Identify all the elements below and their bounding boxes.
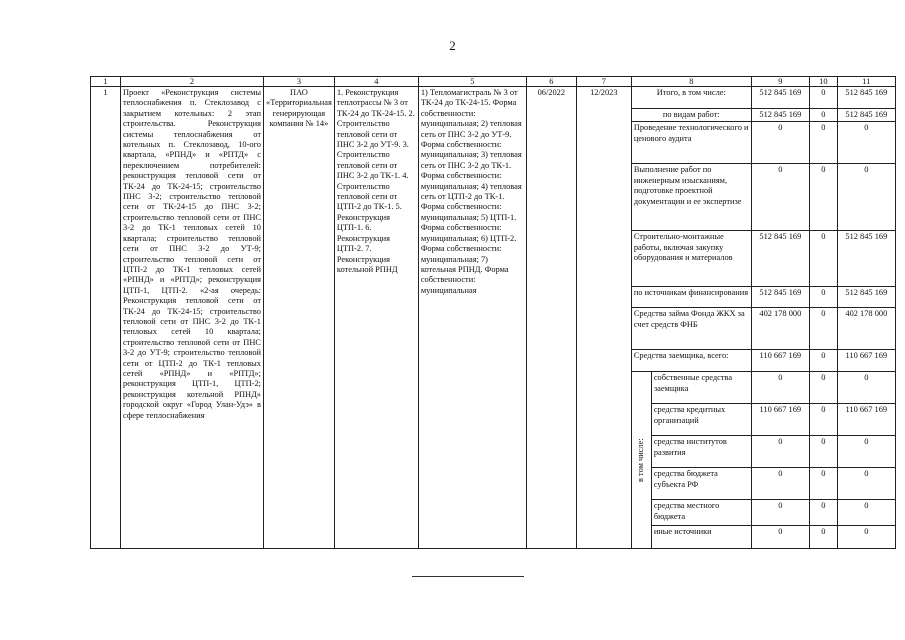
source-value: 0 [751, 500, 809, 526]
finance-value: 512 845 169 [837, 231, 895, 287]
finance-label: Средства займа Фонда ЖКХ за счет средств ФНБ [631, 308, 751, 350]
source-value: 0 [809, 468, 837, 500]
source-value: 0 [751, 526, 809, 549]
finance-label: Итого, в том числе: [631, 87, 751, 109]
objects-list: 1) Тепломагистраль № 3 от ТК-24 до ТК-24-15. Форма собственности: муниципальная; 2) тепловая сеть от ПНС 3-2 до УТ-9. Форма собственности: муниципальная; 3) тепловая сеть от ПНС 3-2 до ТК-1. Форма собственности: муниципальная; 4) тепловая сеть от ЦТП-2 до ТК-1. Форма собственности: муниципальная; 5) ЦТП-1. Форма собственности: муниципальная; 6) ЦТП-2. Форма собственности: муниципальная; 7) котельная РПНД. Форма собственности: муниципальная [418, 87, 526, 549]
source-label: средства кредитных организаций [651, 404, 751, 436]
header-cell: 1 [91, 77, 121, 87]
source-value: 0 [809, 372, 837, 404]
source-value: 0 [837, 468, 895, 500]
source-value: 0 [809, 526, 837, 549]
header-cell: 5 [418, 77, 526, 87]
company-name: ПАО «Территориальная генерирующая компания № 14» [264, 87, 335, 549]
finance-label: по видам работ: [631, 109, 751, 122]
source-value: 110 667 169 [751, 404, 809, 436]
finance-value: 512 845 169 [751, 231, 809, 287]
header-cell: 4 [334, 77, 418, 87]
finance-value: 512 845 169 [751, 87, 809, 109]
source-label: собственные средства заемщика [651, 372, 751, 404]
finance-label: Средства заемщика, всего: [631, 350, 751, 372]
source-value: 110 667 169 [837, 404, 895, 436]
header-cell: 2 [121, 77, 264, 87]
finance-value: 512 845 169 [837, 287, 895, 308]
finance-value: 0 [809, 87, 837, 109]
source-value: 0 [837, 526, 895, 549]
finance-value: 402 178 000 [751, 308, 809, 350]
finance-value: 512 845 169 [837, 109, 895, 122]
finance-value: 512 845 169 [837, 87, 895, 109]
source-value: 0 [751, 436, 809, 468]
finance-value: 0 [809, 308, 837, 350]
finance-label: Выполнение работ по инженерным изысканиям, подготовке проектной документации и ее экспертизе [631, 164, 751, 231]
program-table [90, 76, 896, 549]
source-label: средства институтов развития [651, 436, 751, 468]
footnote-separator [412, 576, 524, 577]
header-cell: 3 [264, 77, 335, 87]
source-value: 0 [809, 436, 837, 468]
table-row [91, 87, 896, 109]
finance-value: 0 [809, 109, 837, 122]
source-value: 0 [809, 404, 837, 436]
project-name: Проект «Реконструкция системы теплоснабжения п. Стеклозавод с закрытием котельных: 2 этап строительства. Реконструкция системы теплоснабжения от котельных п. Стеклозавод, 10-ого квартала, «РПНД» и «РПТД» с переключением потребителей: реконструкция тепловой сети от ТК-24 до ТК-24-15; строительство ПНС 3-2; строительство тепловой сети от ТК-24-15 до ПНС 3-2; строительство тепловой сети от ПНС 3-2 до ТК-1 тепловых сетей 10 квартала; строительство тепловой сети от ПНС 3-2 до УТ-9; строительство тепловой сети от ЦТП-2 до ТК-1 тепловых сетей «РПНД» и «РПТД»; реконструкция ЦТП-1, ЦТП-2. «2-ая очередь: Реконструкция тепловой сети от ТК-24 до ТК-24-15; строительство тепловой сети от ПНС 3-2 до ТК-1 тепловых сетей 10 квартала; строительство тепловой сети от ПНС 3-2 до УТ-9; строительство тепловой сети от ЦТП-2 до ТК-1 тепловых сетей «РПНД» и «РПТД»; реконструкция ЦТП-1, ЦТП-2; реконструкция котельной РПНД» городской округ «Город Улан-Удэ» в сфере теплоснабжения [121, 87, 264, 549]
start-date: 06/2022 [526, 87, 576, 549]
source-value: 0 [837, 372, 895, 404]
finance-value: 110 667 169 [837, 350, 895, 372]
row-number: 1 [91, 87, 121, 549]
header-cell: 6 [526, 77, 576, 87]
finance-label: по источникам финансирования [631, 287, 751, 308]
source-label: средства бюджета субъекта РФ [651, 468, 751, 500]
source-value: 0 [837, 500, 895, 526]
source-value: 0 [809, 500, 837, 526]
finance-value: 0 [809, 350, 837, 372]
source-label: иные источники [651, 526, 751, 549]
header-cell: 10 [809, 77, 837, 87]
finance-value: 0 [809, 122, 837, 164]
finance-value: 110 667 169 [751, 350, 809, 372]
finance-value: 512 845 169 [751, 287, 809, 308]
header-cell: 11 [837, 77, 895, 87]
finance-value: 0 [809, 231, 837, 287]
finance-value: 0 [837, 164, 895, 231]
page-number: 2 [449, 38, 456, 53]
finance-value: 0 [809, 164, 837, 231]
works-list: 1. Реконструкция теплотрассы № 3 от ТК-24 до ТК-24-15. 2. Строительство тепловой сети от ПНС 3-2 до УТ-9. 3. Строительство тепловой сети от ПНС 3-2 до ТК-1. 4. Строительство тепловой сети от ЦТП-2 до ТК-1. 5. Реконструкция ЦТП-1. 6. Реконструкция ЦТП-2. 7. Реконструкция котельной РПНД [334, 87, 418, 549]
finance-value: 0 [751, 122, 809, 164]
finance-value: 402 178 000 [837, 308, 895, 350]
header-cell: 8 [631, 77, 751, 87]
end-date: 12/2023 [576, 87, 631, 549]
column-number-row [91, 77, 896, 87]
source-value: 0 [837, 436, 895, 468]
source-value: 0 [751, 468, 809, 500]
in-that-number-label: в том числе: [631, 372, 651, 549]
source-value: 0 [751, 372, 809, 404]
finance-value: 0 [837, 122, 895, 164]
finance-value: 0 [809, 287, 837, 308]
header-cell: 9 [751, 77, 809, 87]
finance-label: Проведение технологического и ценового аудита [631, 122, 751, 164]
finance-label: Строительно-монтажные работы, включая закупку оборудования и материалов [631, 231, 751, 287]
finance-value: 512 845 169 [751, 109, 809, 122]
header-cell: 7 [576, 77, 631, 87]
source-label: средства местного бюджета [651, 500, 751, 526]
finance-value: 0 [751, 164, 809, 231]
